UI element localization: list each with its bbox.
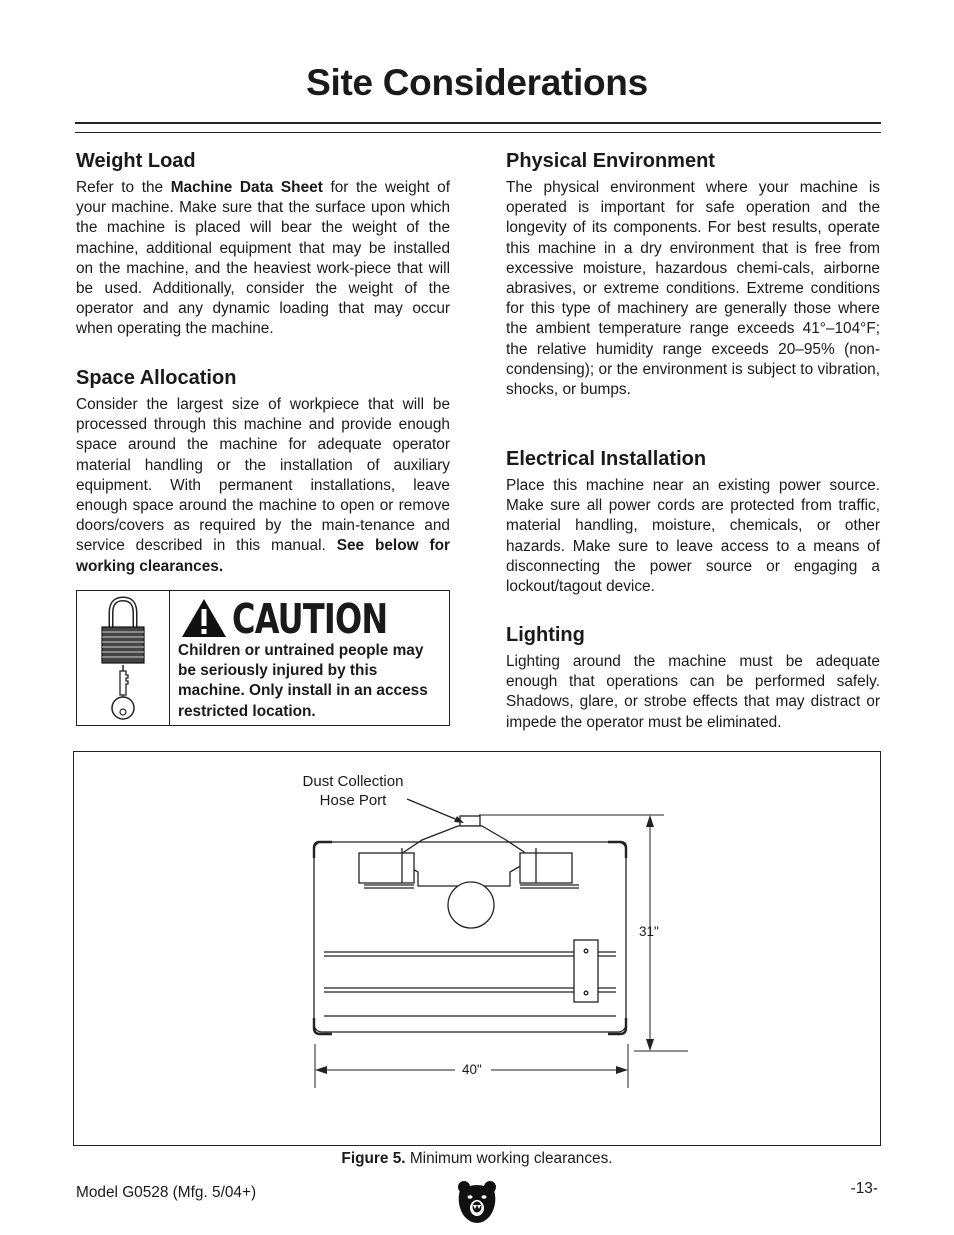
weight-load-section — [76, 150, 450, 340]
dust-hood — [404, 826, 524, 886]
model-number: Model G0528 (Mfg. 5/04+) — [76, 1184, 257, 1201]
grizzly-bear-logo-icon — [456, 1178, 498, 1224]
caution-label: CAUTION — [232, 595, 388, 643]
figure-caption: Figure 5. Minimum working clearances. — [341, 1150, 613, 1167]
clearance-figure — [73, 751, 881, 1146]
space-allocation-section — [76, 367, 450, 577]
callout-arrowhead — [454, 816, 464, 823]
left-support — [359, 853, 414, 883]
depth-dimension-label: 31" — [639, 924, 659, 939]
space-allocation-text: Consider the largest size of workpiece that will be processed through this machine and provide enough space around the machine for adequate operator material handling or the installation of auxiliary equipment. With permanent installations, leave enough space around the machine to open or remove doors/covers as required by the main-tenance and service described in this manual. See below for working clearances. — [76, 396, 451, 575]
electrical-installation-heading: Electrical Installation — [506, 448, 707, 470]
title-rule-thick — [75, 122, 881, 124]
page-title: Site Considerations — [306, 62, 648, 103]
caution-box — [76, 590, 450, 726]
electrical-installation-text: Place this machine near an existing power source. Make sure all power cords are protected from traffic, material handling, moisture, chemicals, or other hazards. Make sure to leave access to a means of disconnecting the power source or engaging a lockout/tagout device. — [506, 477, 880, 596]
title-rule-thin — [75, 132, 881, 133]
weight-load-heading: Weight Load — [76, 150, 196, 172]
lighting-text: Lighting around the machine must be adequate enough that operations can be performed safely. Shadows, glare, or strobe effects that may distract or impede the operator must be eliminated. — [506, 653, 880, 731]
caution-message: Children or untrained people may be seriously injured by this machine. Only install in an access restricted location. — [178, 642, 428, 720]
physical-environment-heading: Physical Environment — [506, 150, 715, 172]
warning-triangle-icon — [180, 597, 228, 639]
right-support — [520, 853, 572, 883]
padlock-key-icon — [77, 591, 169, 725]
machine-data-sheet-ref: Machine Data Sheet — [170, 179, 323, 196]
weight-load-text: Refer to the Machine Data Sheet for the weight of your machine. Make sure that the surface upon which the machine is placed will bear the weight of the machine, additional equipment that may be installed on the machine, and the heaviest work-piece that will be used. Additionally, consider the weight of the operator and any dynamic loading that may occur when operating the machine. — [76, 179, 450, 338]
page-number: -13- — [850, 1180, 878, 1197]
caution-header — [180, 595, 388, 643]
lighting-section — [506, 624, 880, 733]
physical-environment-text: The physical environment where your machine is operated is important for safe operation and the longevity of its components. For best results, operate this machine in a dry environment that is free from excessive moisture, hazardous chemi-cals, airborne abrasives, or extreme conditions. Extreme conditions for this type of machinery are generally those where the ambient temperature range exceeds 41°–104°F; the relative humidity range exceeds 20–95% (non-condensing); or the environment is subject to vibration, shocks, or bumps. — [506, 179, 880, 399]
machine-top-view-diagram — [74, 752, 880, 1145]
hose-port — [460, 816, 480, 826]
physical-environment-section — [506, 150, 880, 400]
lighting-heading: Lighting — [506, 624, 585, 646]
motor — [448, 882, 494, 928]
width-dimension-label: 40" — [462, 1062, 482, 1077]
space-allocation-heading: Space Allocation — [76, 367, 237, 389]
dust-collection-callout: Dust Collection Hose Port — [302, 773, 404, 809]
lock-key-cell — [77, 591, 170, 725]
electrical-installation-section — [506, 448, 880, 597]
